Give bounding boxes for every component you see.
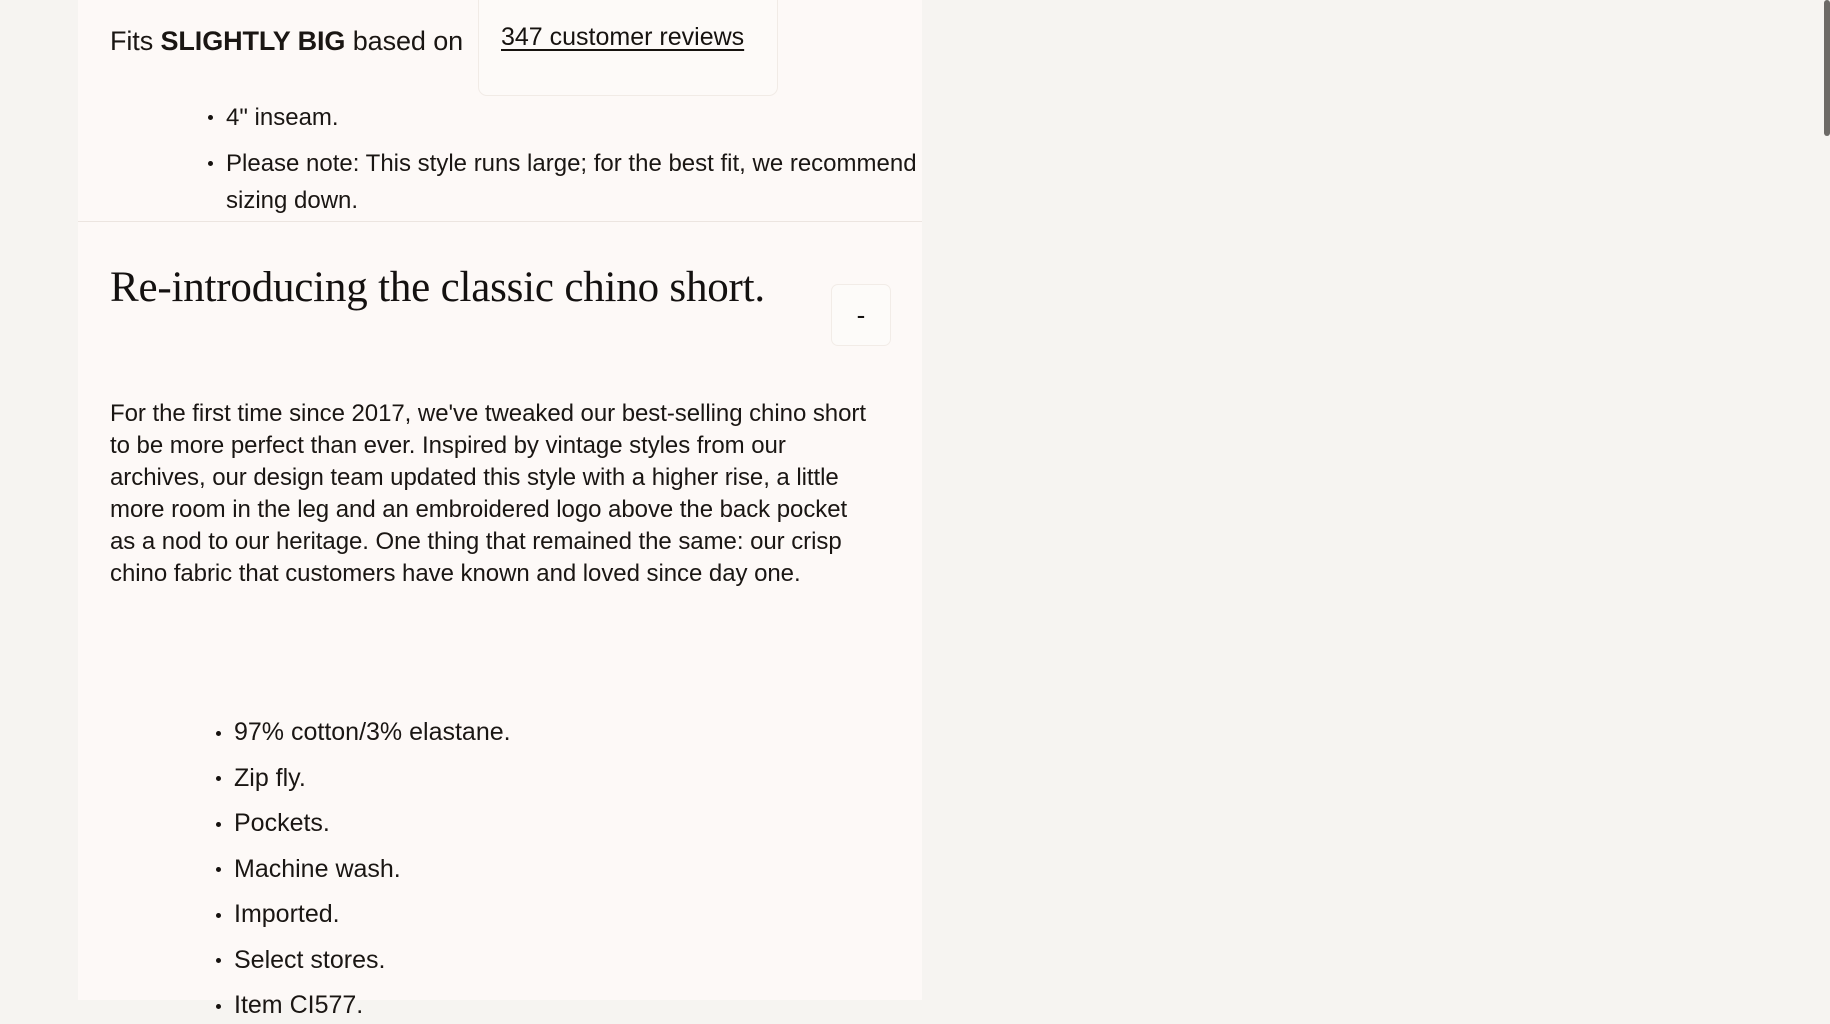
collapse-section-button[interactable]: - xyxy=(831,284,891,346)
list-item: 4" inseam. xyxy=(204,100,976,136)
fit-headline xyxy=(110,26,463,57)
vertical-scrollbar-track[interactable] xyxy=(911,0,921,1000)
list-item: Item CI577. xyxy=(212,988,912,1024)
description-section xyxy=(78,222,922,1019)
fit-headline-suffix: based on xyxy=(345,26,464,56)
fit-notes-list xyxy=(204,100,976,219)
page-title: Re-introducing the classic chino short. xyxy=(110,264,765,311)
fit-headline-prefix: Fits xyxy=(110,26,161,56)
list-item: Pockets. xyxy=(212,806,912,842)
customer-reviews-link[interactable]: 347 customer reviews xyxy=(501,23,745,51)
customer-reviews-box[interactable] xyxy=(478,0,778,96)
list-item: Machine wash. xyxy=(212,852,912,888)
vertical-scrollbar-thumb[interactable] xyxy=(1824,0,1830,136)
list-item: Please note: This style runs large; for the best fit, we recommend sizing down. xyxy=(204,146,976,219)
description-body-text: For the first time since 2017, we've tweaked our best-selling chino short to be more perfect than ever. Inspired by vintage styles from our archives, our design team updated this style with a higher rise, a little more room in the leg and an embroidered logo above the back pocket as a nod to our heritage. One thing that remained the same: our crisp chino fabric that customers have known and loved since day one. xyxy=(110,400,866,587)
list-item: Imported. xyxy=(212,897,912,933)
product-specs-list xyxy=(212,715,912,1024)
product-details-card xyxy=(78,0,922,1019)
list-item: 97% cotton/3% elastane. xyxy=(212,715,912,751)
list-item: Zip fly. xyxy=(212,761,912,797)
fit-headline-emphasis: SLIGHTLY BIG xyxy=(160,26,346,56)
list-item: Select stores. xyxy=(212,943,912,979)
description-header-row xyxy=(78,222,922,362)
